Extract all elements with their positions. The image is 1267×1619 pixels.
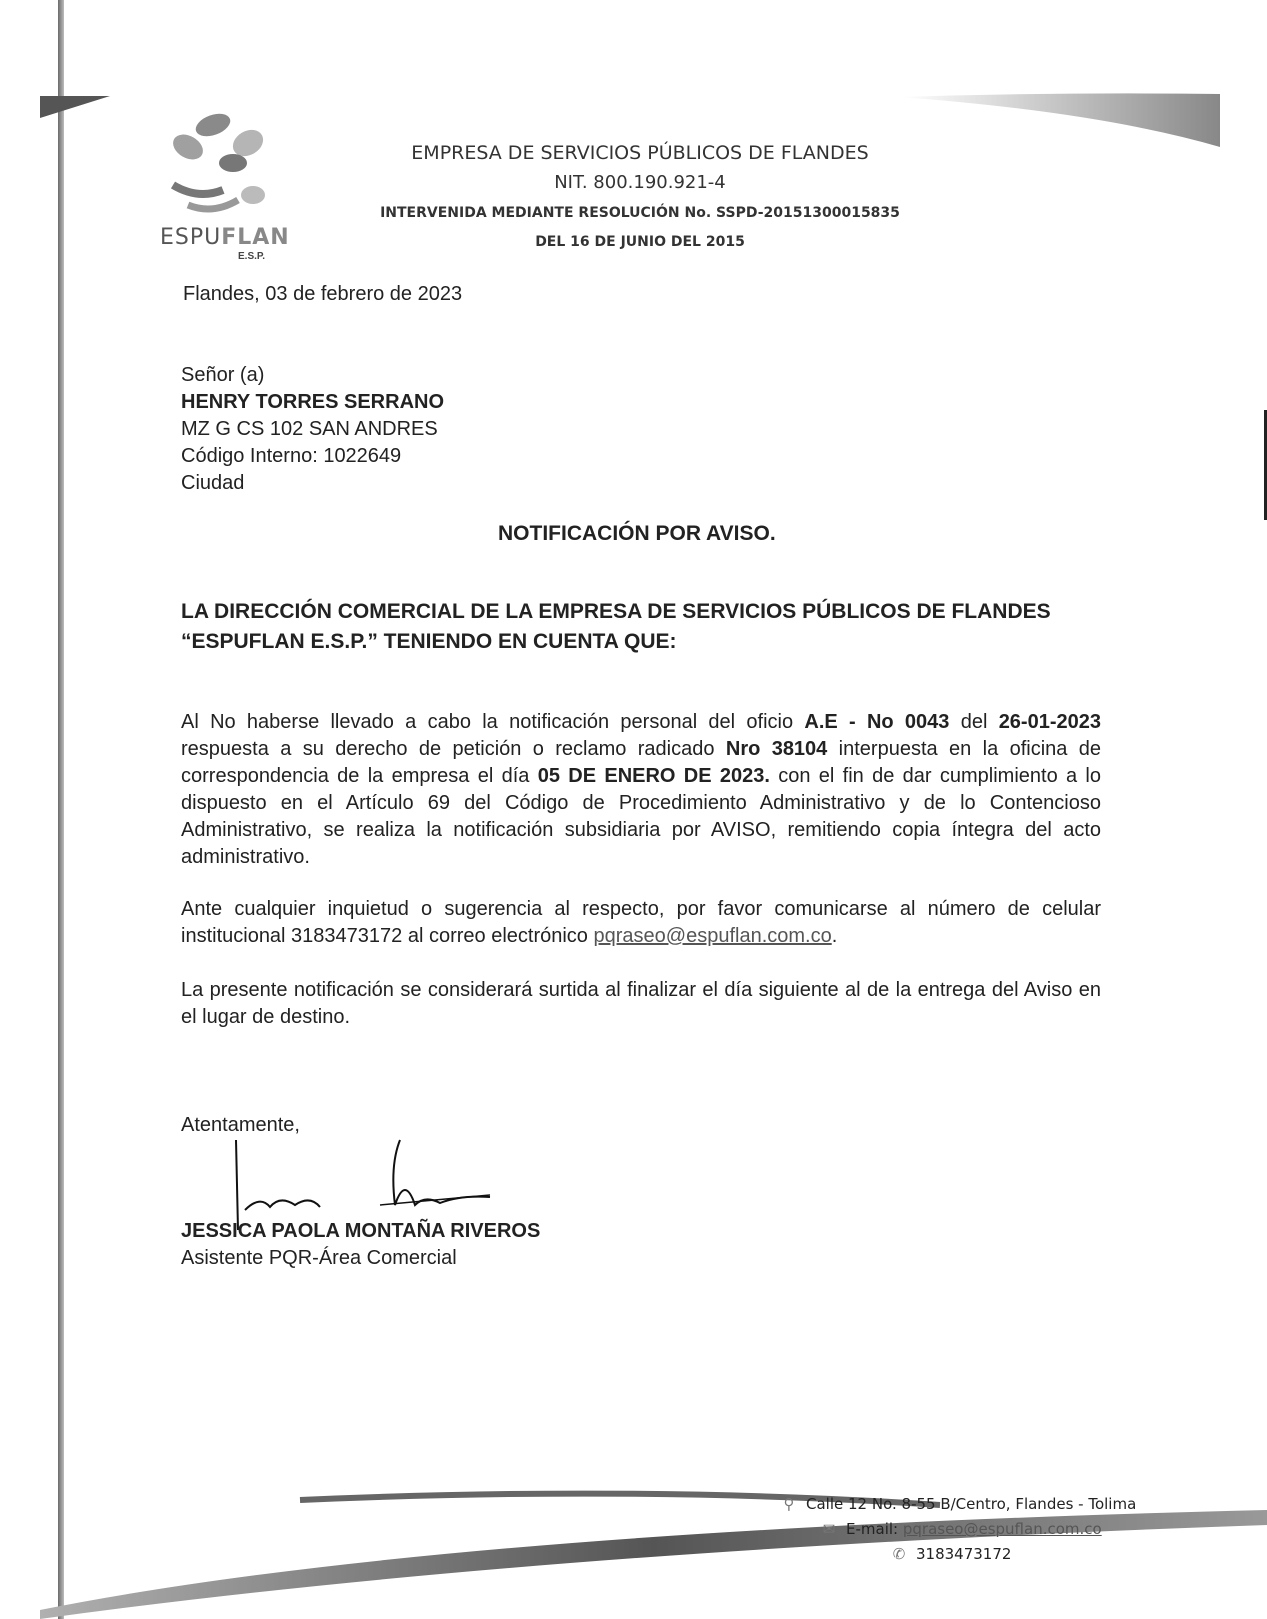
signer-role: Asistente PQR-Área Comercial: [181, 1247, 457, 1269]
intro-statement: LA DIRECCIÓN COMERCIAL DE LA EMPRESA DE SERVICIOS PÚBLICOS DE FLANDES “ESPUFLAN E.S.P.” TENIENDO EN CUENTA QUE:: [181, 600, 1051, 653]
contact-email-link[interactable]: pqraseo@espuflan.com.co: [593, 925, 832, 947]
paragraph-effect: La presente notificación se considerará surtida al finalizar el día siguiente al de la entrega del Aviso en el lugar de destino.: [181, 979, 1101, 1028]
corner-decoration: [40, 96, 110, 118]
footer-email: ✉ E-mail: pqraseo@espuflan.com.co: [820, 1520, 1102, 1538]
intervention-resolution: INTERVENIDA MEDIANTE RESOLUCIÓN No. SSPD-20151300015835: [380, 205, 900, 221]
recipient-city: Ciudad: [181, 472, 245, 494]
company-nit: NIT. 800.190.921-4: [554, 172, 726, 193]
place-date: Flandes, 03 de febrero de 2023: [183, 283, 463, 305]
resolution-date: DEL 16 DE JUNIO DEL 2015: [535, 234, 745, 250]
recipient-code: Código Interno: 1022649: [181, 445, 402, 467]
logo-suffix: E.S.P.: [238, 251, 266, 262]
signer-name: JESSICA PAOLA MONTAÑA RIVEROS: [181, 1220, 541, 1242]
email-icon: ✉: [822, 1520, 836, 1538]
scan-edge: [58, 0, 64, 1619]
logo-wordmark: ESPUFLAN: [160, 225, 290, 250]
notice-title: NOTIFICACIÓN POR AVISO.: [498, 522, 776, 545]
footer-address: ⚲ Calle 12 No. 8-55 B/Centro, Flandes - Tolima: [780, 1495, 1136, 1513]
location-pin-icon: ⚲: [783, 1495, 795, 1513]
closing: Atentamente,: [181, 1114, 300, 1136]
recipient-block: [181, 362, 444, 497]
recipient-salutation: Señor (a): [181, 364, 265, 386]
paragraph-contact: Ante cualquier inquietud o sugerencia al respecto, por favor comunicarse al número de celular institucional 3183473172 al correo electrónico pqraseo@espuflan.com.co.: [181, 898, 1101, 947]
paragraph-notice: Al No haberse llevado a cabo la notificación personal del oficio A.E - No 0043 del 26-01-2023 respuesta a su derecho de petición o reclamo radicado Nro 38104 interpuesta en la oficina de correspondencia de la empresa el día 05 DE ENERO DE 2023. con el fin de dar cumplimiento a lo dispuesto en el Artículo 69 del Código de Procedimiento Administrativo y de lo Contencioso Administrativo, se realiza la notificación subsidiaria por AVISO, remitiendo copia íntegra del acto administrativo.: [181, 711, 1102, 868]
company-name: EMPRESA DE SERVICIOS PÚBLICOS DE FLANDES: [411, 142, 869, 164]
phone-icon: ✆: [892, 1545, 906, 1563]
recipient-address: MZ G CS 102 SAN ANDRES: [181, 418, 438, 440]
recipient-name: HENRY TORRES SERRANO: [181, 391, 445, 413]
footer-phone: ✆ 3183473172: [890, 1545, 1011, 1563]
footer-email-link[interactable]: pqraseo@espuflan.com.co: [902, 1520, 1102, 1538]
